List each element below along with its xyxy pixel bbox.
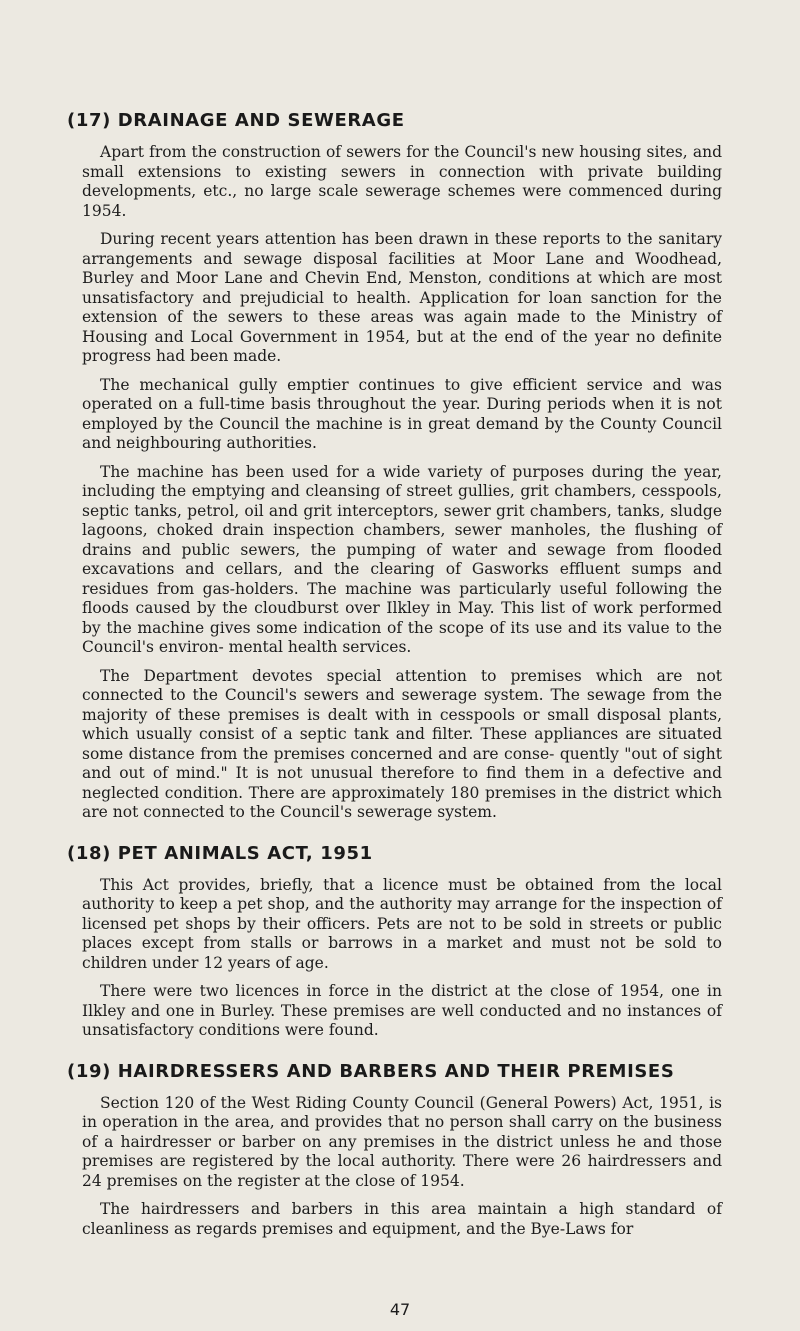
section-heading: (17) DRAINAGE AND SEWERAGE xyxy=(67,110,405,131)
section-hairdressers-barbers xyxy=(67,1060,722,1240)
paragraph: There were two licences in force in the district at the close of 1954, one in Ilkley and one in Burley. These premises are well conducted and no instances of unsatisfactory conditions were found. xyxy=(82,982,722,1039)
paragraph: The Department devotes special attention to premises which are not connected to the Council's sewers and sewerage system. The sewage from the majority of these premises is dealt with in cesspools or small disposal plants, which usually consist of a septic tank and filter. These appliances are situated some distance from the premises concerned and are conse- quently "out of sight and out of mind." It is not unusual therefore to find them in a defective and neglected condition. There are approximately 180 premises in the district which are not connected to the Council's sewerage system. xyxy=(82,666,722,821)
paragraph: Section 120 of the West Riding County Council (General Powers) Act, 1951, is in operation in the area, and provides that no person shall carry on the business of a hairdresser or barber on any premises in the district unless he and those premises are registered by the local authority. There were 26 hairdressers and 24 premises on the register at the close of 1954. xyxy=(82,1093,722,1190)
paragraph: The mechanical gully emptier continues to give efficient service and was operated on a full-time basis throughout the year. During periods when it is not employed by the Council the machine is in great demand by the County Council and neighbouring authorities. xyxy=(82,375,722,452)
section-heading: (19) HAIRDRESSERS AND BARBERS AND THEIR PREMISES xyxy=(67,1060,675,1082)
section-pet-animals-act xyxy=(67,842,722,1041)
page-number: 47 xyxy=(389,1300,411,1319)
paragraph: The hairdressers and barbers in this area maintain a high standard of cleanliness as regards premises and equipment, and the Bye-Laws for xyxy=(82,1200,722,1238)
section-drainage-sewerage xyxy=(67,110,722,823)
paragraph: The machine has been used for a wide variety of purposes during the year, including the emptying and cleansing of street gullies, grit chambers, cesspools, septic tanks, petrol, oil and grit interceptors, sewer grit chambers, tanks, sludge lagoons, choked drain inspection chambers, sewer manholes, the flushing of drains and public sewers, the pumping of water and sewage from flooded excavations and cellars, and the clearing of Gasworks effluent sumps and residues from gas-holders. The machine was particularly useful following the floods caused by the cloudburst over Ilkley in May. This list of work performed by the machine gives some indication of the scope of its use and its value to the Council's environ- mental health services. xyxy=(82,462,722,656)
paragraph: Apart from the construction of sewers for the Council's new housing sites, and small extensions to existing sewers in connection with private building developments, etc., no large scale sewerage schemes were commenced during 1954. xyxy=(82,143,722,220)
page-content xyxy=(67,110,722,1248)
section-heading: (18) PET ANIMALS ACT, 1951 xyxy=(67,842,373,864)
paragraph: This Act provides, briefly, that a licence must be obtained from the local authority to keep a pet shop, and the authority may arrange for the inspection of licensed pet shops by their officers. Pets are not to be sold in streets or public places except from stalls or barrows in a market and must not be sold to children under 12 years of age. xyxy=(82,875,722,972)
paragraph: During recent years attention has been drawn in these reports to the sanitary arrangements and sewage disposal facilities at Moor Lane and Woodhead, Burley and Moor Lane and Chevin End, Menston, conditions at which are most unsatisfactory and prejudicial to health. Application for loan sanction for the extension of the sewers to these areas was again made to the Ministry of Housing and Local Government in 1954, but at the end of the year no definite progress had been made. xyxy=(82,230,722,365)
